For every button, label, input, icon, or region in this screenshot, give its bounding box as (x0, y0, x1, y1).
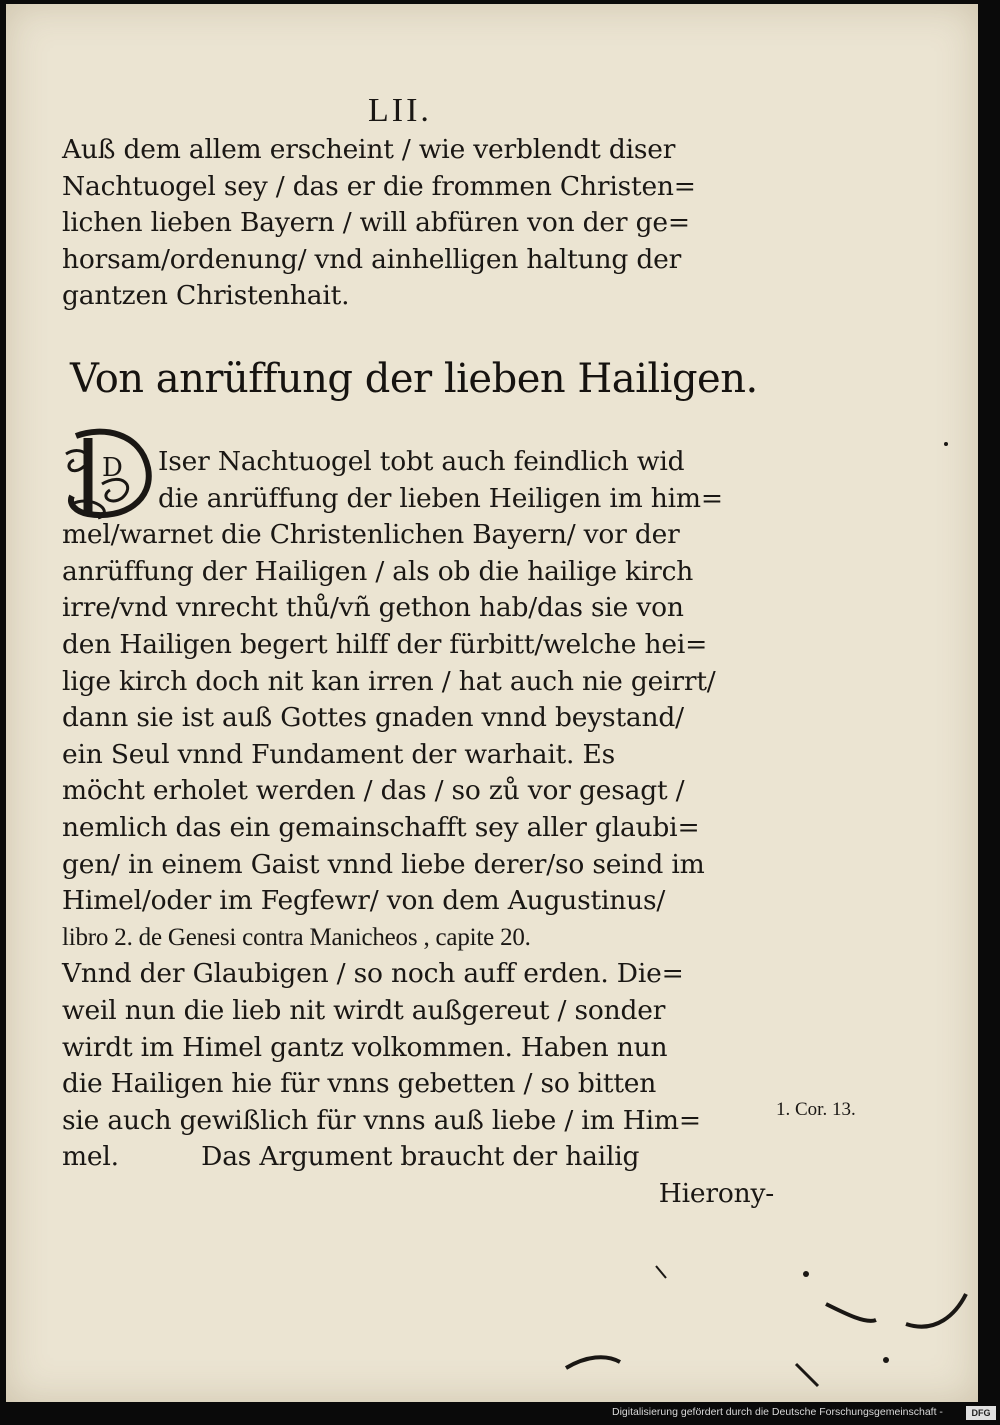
text-line: lige kirch doch nit kan irren / hat auch nie geirrt/ (62, 665, 716, 697)
text-line: Vnnd der Glaubigen / so noch auff erden. Die= (62, 958, 684, 990)
text-line: wirdt im Himel gantz volkommen. Haben nun (62, 1031, 668, 1063)
text-line-roman: libro 2. de Genesi contra Manicheos , capite 20. (62, 923, 531, 951)
text-line: Nachtuogel sey / das er die frommen Christen= (62, 170, 696, 202)
text-line: die Hailigen hie für vnns gebetten / so bitten (62, 1068, 657, 1100)
text-line: die anrüffung der lieben Heiligen im him= (158, 482, 723, 514)
text-line: weil nun die lieb nit wirdt außgereut / sonder (62, 994, 666, 1026)
digitization-credit: Digitalisierung gefördert durch die Deutsche Forschungsgemeinschaft - (612, 1406, 943, 1418)
text-line: irre/vnd vnrecht thů/vñ gethon hab/das sie von (62, 592, 684, 624)
book-page (6, 4, 978, 1402)
catchword: Hierony- (658, 1177, 774, 1209)
text-line: Iser Nachtuogel tobt auch feindlich wid (158, 446, 685, 477)
folio-number: LII. (368, 92, 432, 129)
text-line: Himel/oder im Fegfewr/ von dem Augustinus/ (62, 885, 666, 917)
text-line: anrüffung der Hailigen / als ob die hailige kirch (62, 555, 694, 587)
text-line: lichen lieben Bayern / will abfüren von der ge= (62, 207, 690, 239)
text-line: horsam/ordenung/ vnd ainhelligen haltung der (62, 243, 682, 275)
initial-letter: D (102, 453, 123, 483)
section-heading: Von anrüffung der lieben Hailigen. (70, 356, 758, 402)
text-line: dann sie ist auß Gottes gnaden vnnd beystand/ (62, 702, 684, 734)
dfg-logo: DFG (966, 1406, 996, 1420)
text-line: möcht erholet werden / das / so zů vor gesagt / (62, 775, 685, 807)
margin-note: 1. Cor. 13. (776, 1099, 856, 1120)
text-line: gantzen Christenhait. (62, 280, 350, 312)
text-line: mel. Das Argument braucht der hailig (62, 1141, 640, 1173)
text-line: Auß dem allem erscheint / wie verblendt diser (62, 134, 676, 165)
text-line: mel/warnet die Christenlichen Bayern/ vor der (62, 519, 680, 551)
text-line: sie auch gewißlich für vnns auß liebe / im Him= (62, 1104, 701, 1136)
text-line: ein Seul vnnd Fundament der warhait. Es (62, 738, 616, 770)
text-line: nemlich das ein gemainschafft sey aller glaubi= (62, 811, 700, 843)
text-line: gen/ in einem Gaist vnnd liebe derer/so seind im (62, 848, 705, 880)
ink-blots (6, 4, 978, 1402)
text-line: den Hailigen begert hilff der fürbitt/welche hei= (62, 628, 708, 660)
